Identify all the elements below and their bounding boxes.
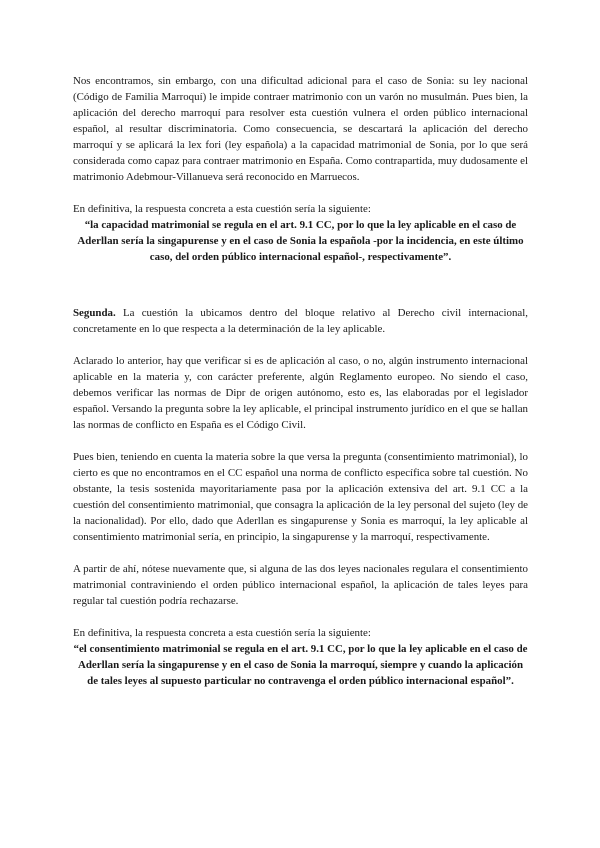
paragraph-capacity: Nos encontramos, sin embargo, con una dificultad adicional para el caso de Sonia: su ley nacional (Código de Familia Marroquí) le impide contraer matrimonio con un varón no musulmán. Pues bien, la aplicación del derecho marroquí para resolver esta cuestión vulnera el orden público internacional español, al resultar discriminatoria. Como consecuencia, se descartará la aplicación del derecho marroquí y se aplicará la lex fori (ley española) a la capacidad matrimonial de Sonia, por lo que será considerada como capaz para contraer matrimonio en España. Como contrapartida, muy dudosamente el matrimonio Adebmour-Villanueva será reconocido en Marruecos. (73, 75, 528, 183)
paragraph-consent: Pues bien, teniendo en cuenta la materia sobre la que versa la pregunta (consentimiento matrimonial), lo cierto es que no encontramos en el CC español una norma de conflicto específica sobre tal cuestión. No obstante, la tesis sostenida mayoritariamente pasa por la aplicación extensiva del art. 9.1 CC a la cuestión del consentimiento matrimonial, que consagra la aplicación de la ley personal del sujeto (ley de la nacionalidad). Por ello, dado que Aderllan es singapurense y Sonia es marroquí, la ley aplicable al consentimiento matrimonial sería, en principio, la singapurense y la marroquí, respectivamente. (73, 451, 528, 543)
section-label-segunda: Segunda. (73, 307, 116, 319)
paragraph-public-order: A partir de ahí, nótese nuevamente que, si alguna de las dos leyes nacionales regulara el consentimiento matrimonial contraviniendo el orden público internacional español, la aplicación de tales leyes para regular tal cuestión podría rechazarse. (73, 563, 528, 607)
paragraph-segunda-text: La cuestión la ubicamos dentro del bloque relativo al Derecho civil internacional, concretamente en lo que respecta a la determinación de la ley aplicable. (73, 307, 528, 335)
conclusion-lead-1: En definitiva, la respuesta concreta a esta cuestión sería la siguiente: (73, 203, 371, 215)
conclusion-quote-1: “la capacidad matrimonial se regula en el art. 9.1 CC, por lo que la ley aplicable en el caso de Aderllan sería la singapurense y en el caso de Sonia la española -por la incidencia, en este último caso, del orden público internacional español-, respectivamente”. (77, 219, 524, 263)
paragraph-instrument: Aclarado lo anterior, hay que verificar si es de aplicación al caso, o no, algún instrumento internacional aplicable en la materia y, con carácter preferente, algún Reglamento europeo. No siendo el caso, debemos verificar las normas de Dipr de origen autónomo, esto es, las elaboradas por el legislador español. Versando la pregunta sobre la ley aplicable, el principal instrumento jurídico en el que se hallan las normas de conflicto en España es el Código Civil. (73, 355, 528, 431)
paragraph-segunda (73, 305, 528, 337)
conclusion-lead-2: En definitiva, la respuesta concreta a esta cuestión sería la siguiente: (73, 627, 371, 639)
document-page (73, 73, 528, 689)
conclusion-quote-2: “el consentimiento matrimonial se regula en el art. 9.1 CC, por lo que la ley aplicable en el caso de Aderllan sería la singapurense y en el caso de Sonia la marroquí, siempre y cuando la aplicación de tales leyes al supuesto particular no contravenga el orden público internacional español”. (73, 643, 528, 687)
